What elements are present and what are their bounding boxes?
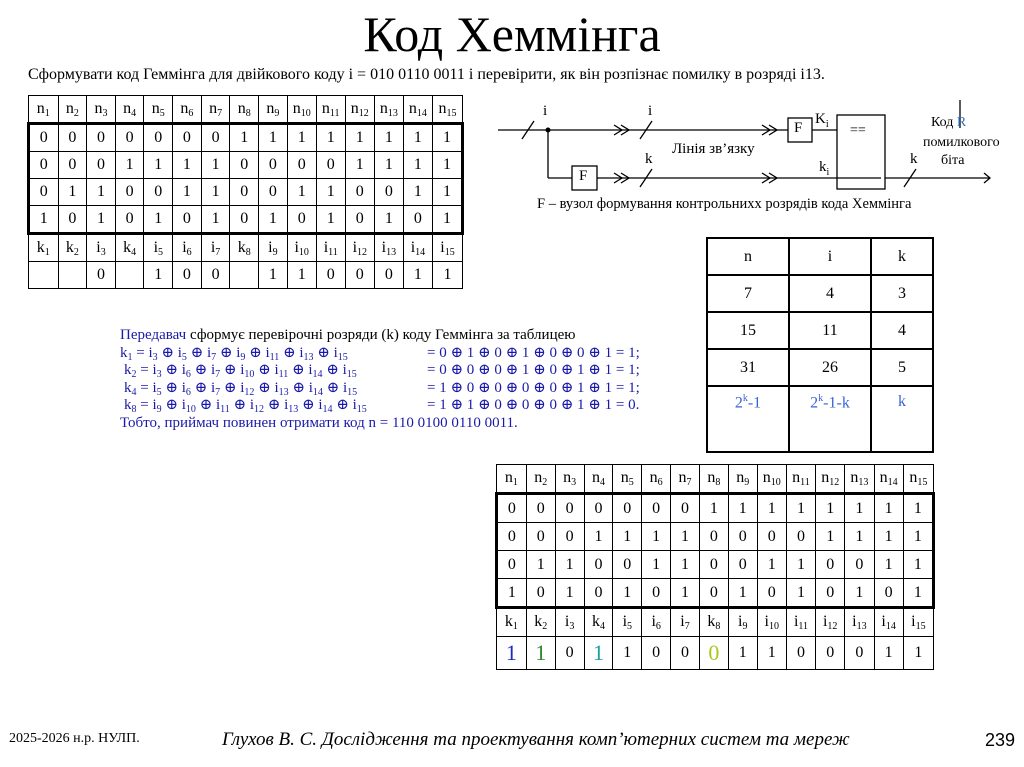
table-cell: 0 [259, 152, 288, 179]
header-cell: $n_3$ [87, 96, 116, 124]
header-cell: $n_{12}$ [345, 96, 374, 124]
table-cell: 0 [613, 551, 642, 579]
table-cell: 0 [374, 179, 403, 206]
table-cell: 1 [58, 179, 87, 206]
header-cell: $i_{13}$ [845, 608, 874, 637]
table-cell: 0 [29, 179, 59, 206]
header-cell: $k_8$ [230, 234, 259, 262]
formulas-conclusion: Тобто, приймач повинен отримати код n = 110 0100 0110 0011. [120, 414, 518, 431]
table-cell: 1 [786, 551, 815, 579]
slide-title: Код Хеммінга [363, 6, 661, 62]
Ki-label: $K_i$ [815, 111, 829, 130]
table-cell: 1 [874, 637, 903, 670]
table-cell: 1 [613, 523, 642, 551]
header-cell: $i_9$ [259, 234, 288, 262]
table-cell: 0 [786, 637, 815, 670]
header-cell: $n_4$ [584, 465, 613, 494]
nik-table [706, 237, 934, 453]
table-cell: 1 [497, 579, 527, 608]
error-bit-label-line2: помилкового [923, 135, 1000, 150]
table-cell: 1 [87, 179, 116, 206]
table-row [29, 124, 463, 152]
formula-rhs: = 1 ⊕ 0 ⊕ 0 ⊕ 0 ⊕ 0 ⊕ 1 ⊕ 1 = 1; [427, 379, 640, 396]
table-cell: 1 [432, 262, 462, 289]
table-cell: 0 [526, 523, 555, 551]
table-row [497, 494, 934, 523]
table-cell: 1 [699, 494, 728, 523]
header-cell: $k_1$ [497, 608, 527, 637]
table-cell: 0 [816, 551, 845, 579]
header-cell: $n_7$ [671, 465, 700, 494]
table-cell: 1 [230, 124, 259, 152]
formula-rhs: = 1 ⊕ 1 ⊕ 0 ⊕ 0 ⊕ 0 ⊕ 1 ⊕ 1 = 0. [427, 397, 640, 413]
hamming-position-table [27, 95, 464, 289]
table-cell: 1 [259, 262, 288, 289]
table-cell: 0 [816, 579, 845, 608]
error-code-label: Код R [931, 115, 967, 130]
table-cell: 1 [584, 523, 613, 551]
table-cell: 0 [845, 637, 874, 670]
table-cell: 1 [903, 494, 933, 523]
header-cell: $n_2$ [526, 465, 555, 494]
header-cell: $n_8$ [230, 96, 259, 124]
cell: 7 [707, 275, 789, 312]
header-cell: $n_5$ [144, 96, 173, 124]
table-cell: 0 [345, 179, 374, 206]
table-cell: 0 [115, 179, 144, 206]
header-cell: $i_{12}$ [816, 608, 845, 637]
table-cell: 1 [144, 262, 173, 289]
table-cell: 1 [403, 152, 432, 179]
table-cell: 1 [374, 206, 403, 234]
table-cell: 1 [642, 551, 671, 579]
decoder-f-block: F [794, 120, 803, 136]
table-cell: 0 [671, 637, 700, 670]
header-i: i [789, 238, 871, 275]
table-cell: 0 [201, 124, 230, 152]
formula-n: 2$^k$-1 [707, 386, 789, 452]
header-cell: $i_{10}$ [757, 608, 786, 637]
table-cell: 1 [613, 637, 642, 670]
cell: 4 [789, 275, 871, 312]
table-cell: 1 [816, 523, 845, 551]
encoder-f-block: F [579, 168, 588, 184]
header-cell: $n_{14}$ [874, 465, 903, 494]
table-cell: 1 [757, 551, 786, 579]
formula-k1 [120, 344, 640, 363]
table-cell: 1 [584, 637, 613, 670]
table-cell: 0 [316, 262, 345, 289]
table-cell: 0 [29, 152, 59, 179]
table-cell: 1 [432, 206, 462, 234]
table-cell: 0 [115, 124, 144, 152]
header-cell: $n_{11}$ [316, 96, 345, 124]
formula-rhs: = 0 ⊕ 1 ⊕ 0 ⊕ 1 ⊕ 0 ⊕ 0 ⊕ 1 = 1; [427, 344, 640, 361]
table-cell: 0 [671, 494, 700, 523]
table-cell: 1 [903, 551, 933, 579]
table-cell: 0 [173, 262, 202, 289]
comparator-label: == [850, 123, 866, 138]
table-row [497, 579, 934, 608]
table-cell: 0 [287, 152, 316, 179]
table-cell: 1 [259, 206, 288, 234]
table-cell: 1 [757, 637, 786, 670]
table-cell: 1 [642, 523, 671, 551]
table-cell: 1 [903, 579, 933, 608]
line-i-label: i [648, 103, 653, 119]
table-cell: 0 [642, 494, 671, 523]
table-cell: 0 [497, 494, 527, 523]
header-cell: $i_6$ [642, 608, 671, 637]
table-cell: 0 [87, 262, 116, 289]
line-k-label: k [645, 151, 653, 167]
table-cell: 0 [230, 206, 259, 234]
header-cell: $i_{11}$ [316, 234, 345, 262]
output-k-label: k [910, 151, 918, 167]
header-cell: $n_3$ [555, 465, 584, 494]
table-cell: 1 [613, 579, 642, 608]
cell: 11 [789, 312, 871, 349]
table-cell: 1 [345, 152, 374, 179]
table-cell: 0 [29, 124, 59, 152]
header-cell: $n_9$ [259, 96, 288, 124]
table-cell: 1 [816, 494, 845, 523]
table-row [497, 551, 934, 579]
header-cell: $n_{10}$ [757, 465, 786, 494]
table-cell: 0 [526, 494, 555, 523]
formula-i: 2$^k$-1-k [789, 386, 871, 452]
table-cell: 1 [374, 124, 403, 152]
header-cell: $n_{15}$ [432, 96, 462, 124]
cell: 15 [707, 312, 789, 349]
header-cell: $n_1$ [497, 465, 527, 494]
header-cell: $i_{14}$ [403, 234, 432, 262]
header-cell: $i_6$ [173, 234, 202, 262]
table-cell: 1 [173, 179, 202, 206]
header-cell: $i_3$ [87, 234, 116, 262]
formula-k4 [120, 379, 640, 398]
table-row [29, 152, 463, 179]
header-cell: $i_{12}$ [345, 234, 374, 262]
table-cell: 1 [287, 262, 316, 289]
table-cell: 0 [58, 152, 87, 179]
table-cell: 1 [845, 523, 874, 551]
table-cell: 0 [699, 551, 728, 579]
header-cell: $n_{10}$ [287, 96, 316, 124]
cell: 5 [871, 349, 933, 386]
table-cell: 0 [642, 579, 671, 608]
table-cell: 0 [555, 494, 584, 523]
header-cell: $i_{11}$ [786, 608, 815, 637]
table-cell: 1 [874, 494, 903, 523]
table-cell: 0 [497, 551, 527, 579]
formula-lhs: $k_1 = i_3$ ⊕ $i_5$ ⊕ $i_7$ ⊕ $i_9$ ⊕ $i_{11}$ ⊕ $i_{13}$ ⊕ $i_{15}$ [120, 344, 348, 363]
header-cell: $k_1$ [29, 234, 59, 262]
header-row [29, 96, 463, 124]
table-cell: 1 [526, 637, 555, 670]
header-cell: $i_5$ [144, 234, 173, 262]
table-cell: 0 [786, 523, 815, 551]
table-cell [115, 262, 144, 289]
table-cell: 0 [757, 579, 786, 608]
header-cell: $i_{15}$ [432, 234, 462, 262]
header-cell: $n_7$ [201, 96, 230, 124]
header-cell: $k_4$ [115, 234, 144, 262]
header-row [29, 234, 463, 262]
diagram-caption: F – вузол формування контрольнихх розрядів кода Хеммінга [537, 196, 912, 212]
table-row [497, 637, 934, 670]
table-cell: 1 [432, 152, 462, 179]
cell: 26 [789, 349, 871, 386]
table-cell: 1 [786, 494, 815, 523]
table-cell: 1 [728, 579, 757, 608]
table-cell: 1 [874, 523, 903, 551]
parity-formulas [120, 327, 640, 432]
formula-k2 [120, 362, 640, 380]
table-cell: 1 [757, 494, 786, 523]
table-cell: 1 [728, 637, 757, 670]
channel-label: Лінія зв’язку [672, 141, 755, 157]
table-cell: 1 [201, 206, 230, 234]
table-cell: 0 [144, 179, 173, 206]
header-cell: $n_9$ [728, 465, 757, 494]
header-cell: $i_{15}$ [903, 608, 933, 637]
table-cell: 0 [816, 637, 845, 670]
table-cell: 0 [526, 579, 555, 608]
table-cell: 1 [374, 152, 403, 179]
table-cell: 0 [699, 523, 728, 551]
header-row [497, 465, 934, 494]
hamming-result-table [495, 464, 935, 670]
table-cell: 0 [58, 206, 87, 234]
page-number: 239 [985, 730, 1016, 750]
table-cell: 1 [29, 206, 59, 234]
header-cell: $k_4$ [584, 608, 613, 637]
table-cell: 1 [115, 152, 144, 179]
header-cell: $i_3$ [555, 608, 584, 637]
table-cell: 0 [757, 523, 786, 551]
table-cell: 1 [316, 179, 345, 206]
cell: 31 [707, 349, 789, 386]
table-cell: 1 [259, 124, 288, 152]
table-cell: 0 [58, 124, 87, 152]
table-cell: 1 [671, 523, 700, 551]
table-cell: 1 [201, 152, 230, 179]
header-cell: $i_{10}$ [287, 234, 316, 262]
header-cell: $k_8$ [699, 608, 728, 637]
table-cell: 0 [403, 206, 432, 234]
table-cell: 0 [87, 124, 116, 152]
table-cell: 0 [201, 262, 230, 289]
table-cell: 0 [287, 206, 316, 234]
table-cell: 1 [903, 523, 933, 551]
header-cell: $i_5$ [613, 608, 642, 637]
table-cell: 0 [345, 206, 374, 234]
table-cell: 0 [642, 637, 671, 670]
table-cell: 1 [497, 637, 527, 670]
table-cell: 0 [584, 494, 613, 523]
header-n: n [707, 238, 789, 275]
error-bit-label-line3: біта [941, 153, 965, 168]
table-cell: 1 [403, 179, 432, 206]
header-cell: $k_2$ [58, 234, 87, 262]
table-row [29, 179, 463, 206]
table-cell: 1 [786, 579, 815, 608]
table-cell: 0 [584, 579, 613, 608]
table-cell: 0 [874, 579, 903, 608]
table-cell: 1 [287, 179, 316, 206]
header-cell: $i_7$ [201, 234, 230, 262]
table-cell: 1 [345, 124, 374, 152]
table-cell: 0 [374, 262, 403, 289]
formula-rhs: = 0 ⊕ 0 ⊕ 0 ⊕ 1 ⊕ 0 ⊕ 1 ⊕ 1 = 1; [427, 362, 640, 378]
header-cell: $n_{14}$ [403, 96, 432, 124]
ki-label: $k_i$ [819, 159, 830, 178]
header-cell: $n_4$ [115, 96, 144, 124]
table-cell: 1 [874, 551, 903, 579]
header-cell: $n_6$ [642, 465, 671, 494]
table-cell: 0 [230, 179, 259, 206]
table-cell: 0 [555, 637, 584, 670]
header-cell: $n_{13}$ [374, 96, 403, 124]
header-cell: $i_7$ [671, 608, 700, 637]
header-cell: $i_{14}$ [874, 608, 903, 637]
table-cell: 1 [87, 206, 116, 234]
table-cell: 1 [526, 551, 555, 579]
table-cell: 1 [671, 551, 700, 579]
cell: 3 [871, 275, 933, 312]
table-cell: 0 [845, 551, 874, 579]
header-k: k [871, 238, 933, 275]
table-cell: 0 [699, 579, 728, 608]
header-cell: $n_6$ [173, 96, 202, 124]
table-row [497, 523, 934, 551]
table-cell: 0 [345, 262, 374, 289]
table-cell: 1 [845, 579, 874, 608]
formula-k: k [871, 386, 933, 452]
table-cell: 0 [316, 152, 345, 179]
formula-lhs: $k_8 = i_9$ ⊕ $i_{10}$ ⊕ $i_{11}$ ⊕ $i_{12}$ ⊕ $i_{13}$ ⊕ $i_{14}$ ⊕ $i_{15}$ [124, 397, 367, 415]
table-cell: 1 [316, 206, 345, 234]
table-cell: 0 [259, 179, 288, 206]
header-cell: $k_2$ [526, 608, 555, 637]
header-cell: $n_1$ [29, 96, 59, 124]
table-cell: 1 [555, 579, 584, 608]
table-cell: 1 [845, 494, 874, 523]
table-cell: 1 [173, 152, 202, 179]
header-cell: $i_9$ [728, 608, 757, 637]
table-cell: 1 [903, 637, 933, 670]
formula-k8 [120, 397, 640, 415]
table-cell: 1 [403, 124, 432, 152]
table-cell [29, 262, 59, 289]
table-cell: 1 [403, 262, 432, 289]
table-cell: 1 [144, 152, 173, 179]
table-cell [230, 262, 259, 289]
table-cell: 1 [201, 179, 230, 206]
table-cell: 0 [699, 637, 728, 670]
header-cell: $n_{13}$ [845, 465, 874, 494]
header-cell: $n_{11}$ [786, 465, 815, 494]
table-cell: 0 [87, 152, 116, 179]
table-cell: 0 [728, 551, 757, 579]
table-cell: 1 [287, 124, 316, 152]
table-row [29, 206, 463, 234]
table-cell: 0 [613, 494, 642, 523]
table-cell: 0 [173, 124, 202, 152]
table-cell: 0 [497, 523, 527, 551]
table-cell: 1 [671, 579, 700, 608]
table-cell: 1 [432, 179, 462, 206]
table-cell: 0 [555, 523, 584, 551]
table-cell: 1 [316, 124, 345, 152]
formula-lhs: $k_4 = i_5$ ⊕ $i_6$ ⊕ $i_7$ ⊕ $i_{12}$ ⊕ $i_{13}$ ⊕ $i_{14}$ ⊕ $i_{15}$ [124, 379, 358, 398]
footer-author: Глухов В. С. Дослідження та проектування комп’ютерних систем та мереж [222, 729, 850, 750]
table-cell: 1 [432, 124, 462, 152]
header-cell: $n_{12}$ [816, 465, 845, 494]
header-cell: $i_{13}$ [374, 234, 403, 262]
header-cell: $n_5$ [613, 465, 642, 494]
footer-year: 2025-2026 н.р. НУЛП. [9, 731, 140, 746]
table-row [29, 262, 463, 289]
table-cell: 1 [144, 206, 173, 234]
header-cell: $n_2$ [58, 96, 87, 124]
table-cell [58, 262, 87, 289]
formula-lhs: $k_2 = i_3$ ⊕ $i_6$ ⊕ $i_7$ ⊕ $i_{10}$ ⊕ $i_{11}$ ⊕ $i_{14}$ ⊕ $i_{15}$ [124, 362, 357, 380]
table-cell: 0 [728, 523, 757, 551]
task-statement: Сформувати код Геммінга для двійкового коду i = 010 0110 0011 і перевірити, як він розпізнає помилку в розряді i13. [28, 66, 825, 83]
header-cell: $n_8$ [699, 465, 728, 494]
table-cell: 1 [555, 551, 584, 579]
header-cell: $n_{15}$ [903, 465, 933, 494]
cell: 4 [871, 312, 933, 349]
table-cell: 0 [115, 206, 144, 234]
table-cell: 0 [173, 206, 202, 234]
table-cell: 0 [144, 124, 173, 152]
table-cell: 1 [728, 494, 757, 523]
header-row [497, 608, 934, 637]
formulas-intro: Передавач сформує перевірочні розряди (k) коду Геммінга за таблицею [120, 327, 576, 343]
table-cell: 0 [230, 152, 259, 179]
input-i-label: i [543, 103, 548, 119]
table-cell: 0 [584, 551, 613, 579]
